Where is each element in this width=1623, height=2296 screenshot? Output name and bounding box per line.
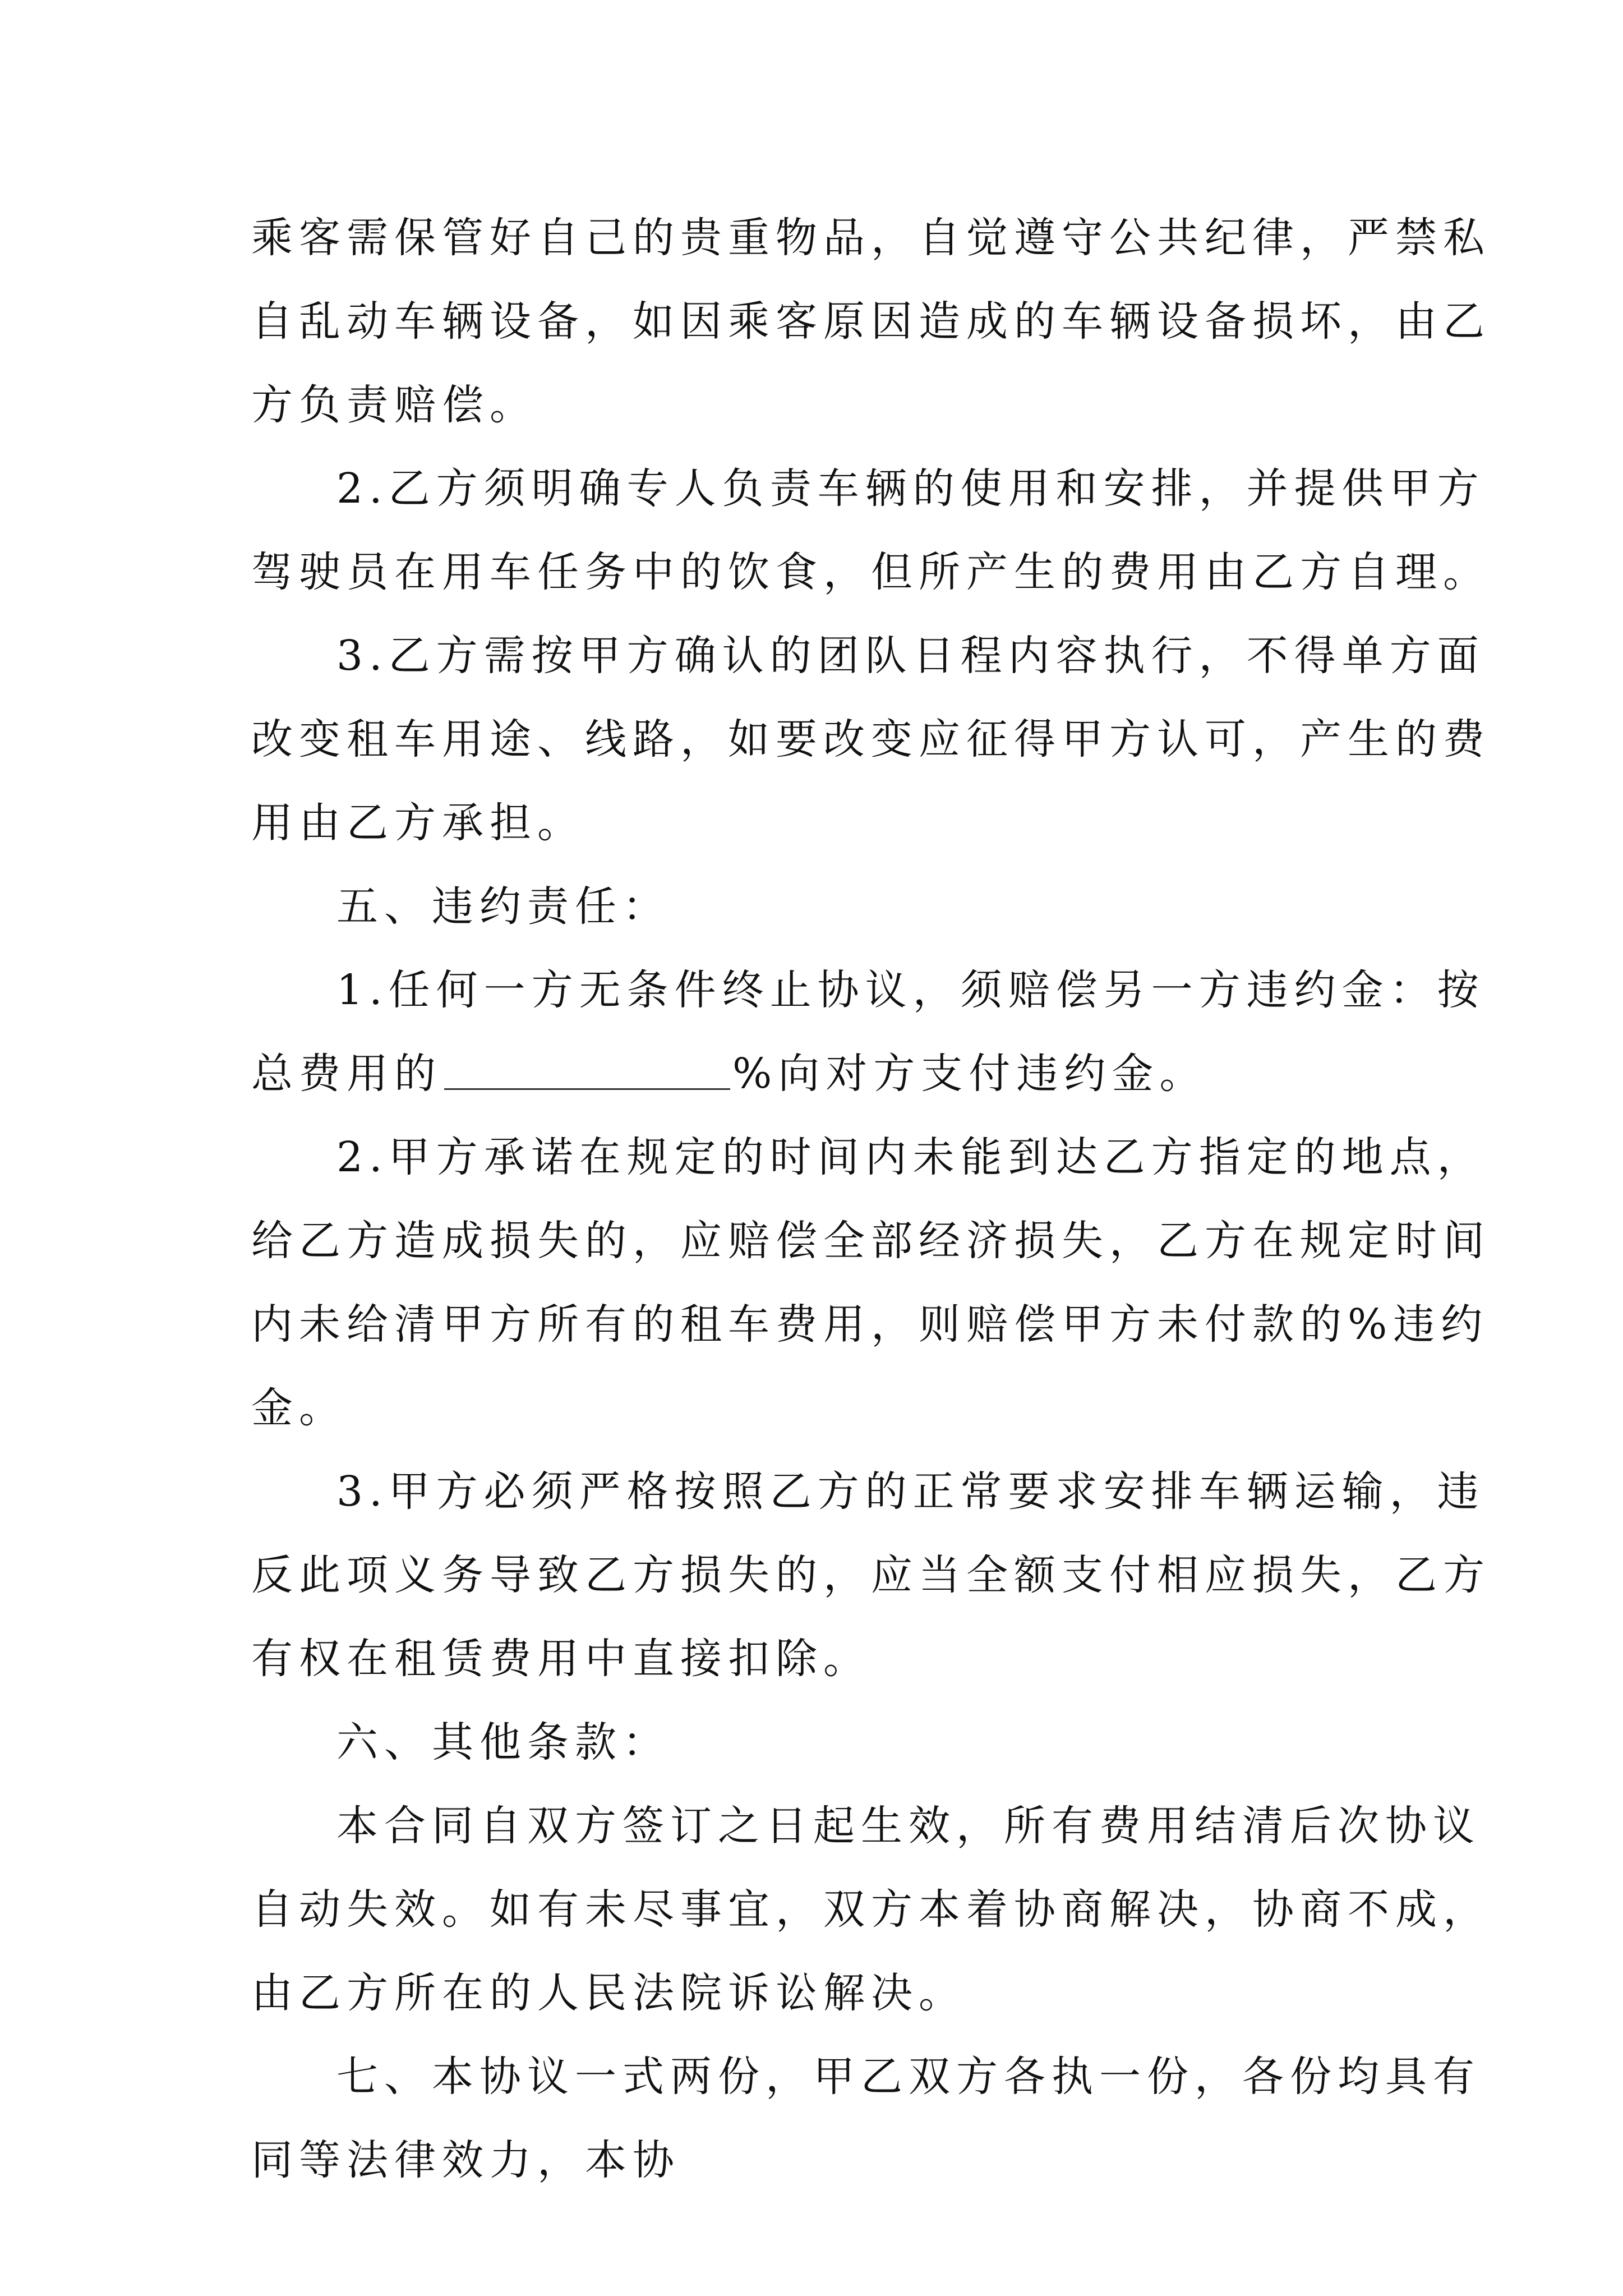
text-line: 驾驶员在用车任务中的饮食，但所产生的费用由乙方自理。	[251, 548, 1491, 596]
text-segment: 总费用的	[251, 1050, 442, 1098]
clause-5-3: 3.甲方必须严格按照乙方的正常要求安排车辆运输，违	[336, 1467, 1485, 1516]
section-heading-copies: 七、本协议一式两份，甲乙双方各执一份，各份均具有	[336, 2053, 1481, 2101]
clause-5-1: 1.任何一方无条件终止协议，须赔偿另一方违约金：按	[336, 966, 1485, 1014]
text-line: 方负责赔偿。	[251, 381, 537, 429]
text-line: 乘客需保管好自己的贵重物品，自觉遵守公共纪律，严禁私	[251, 214, 1491, 262]
text-line: 自乱动车辆设备，如因乘客原因造成的车辆设备损坏，由乙	[251, 297, 1491, 346]
document-body	[251, 214, 1491, 2224]
text-line: 同等法律效力，本协	[251, 2136, 680, 2184]
text-line: 自动失效。如有未尽事宜，双方本着协商解决，协商不成，	[251, 1885, 1491, 1934]
section-heading-breach: 五、违约责任：	[336, 882, 670, 931]
clause-4-3: 3.乙方需按甲方确认的团队日程内容执行，不得单方面	[336, 632, 1485, 680]
text-line: 给乙方造成损失的，应赔偿全部经济损失，乙方在规定时间	[251, 1217, 1491, 1265]
text-line: 由乙方所在的人民法院诉讼解决。	[251, 1969, 966, 2017]
text-line: 内未给清甲方所有的租车费用，则赔偿甲方未付款的%违约	[251, 1300, 1489, 1349]
text-line: 反此项义务导致乙方损失的，应当全额支付相应损失，乙方	[251, 1551, 1491, 1599]
text-segment: %向对方支付违约金。	[732, 1050, 1207, 1098]
text-line: 金。	[251, 1384, 347, 1432]
text-line-with-blank	[251, 1050, 1395, 1098]
clause-4-2: 2.乙方须明确专人负责车辆的使用和安排，并提供甲方	[336, 464, 1485, 513]
section-heading-other-terms: 六、其他条款：	[336, 1718, 670, 1766]
fill-in-blank	[444, 1057, 730, 1090]
text-line: 改变租车用途、线路，如要改变应征得甲方认可，产生的费	[251, 715, 1491, 763]
clause-5-2: 2.甲方承诺在规定的时间内未能到达乙方指定的地点，	[336, 1133, 1485, 1181]
text-line: 本合同自双方签订之日起生效，所有费用结清后次协议	[336, 1802, 1481, 1850]
text-line: 用由乙方承担。	[251, 799, 585, 847]
text-line: 有权在租赁费用中直接扣除。	[251, 1635, 871, 1683]
